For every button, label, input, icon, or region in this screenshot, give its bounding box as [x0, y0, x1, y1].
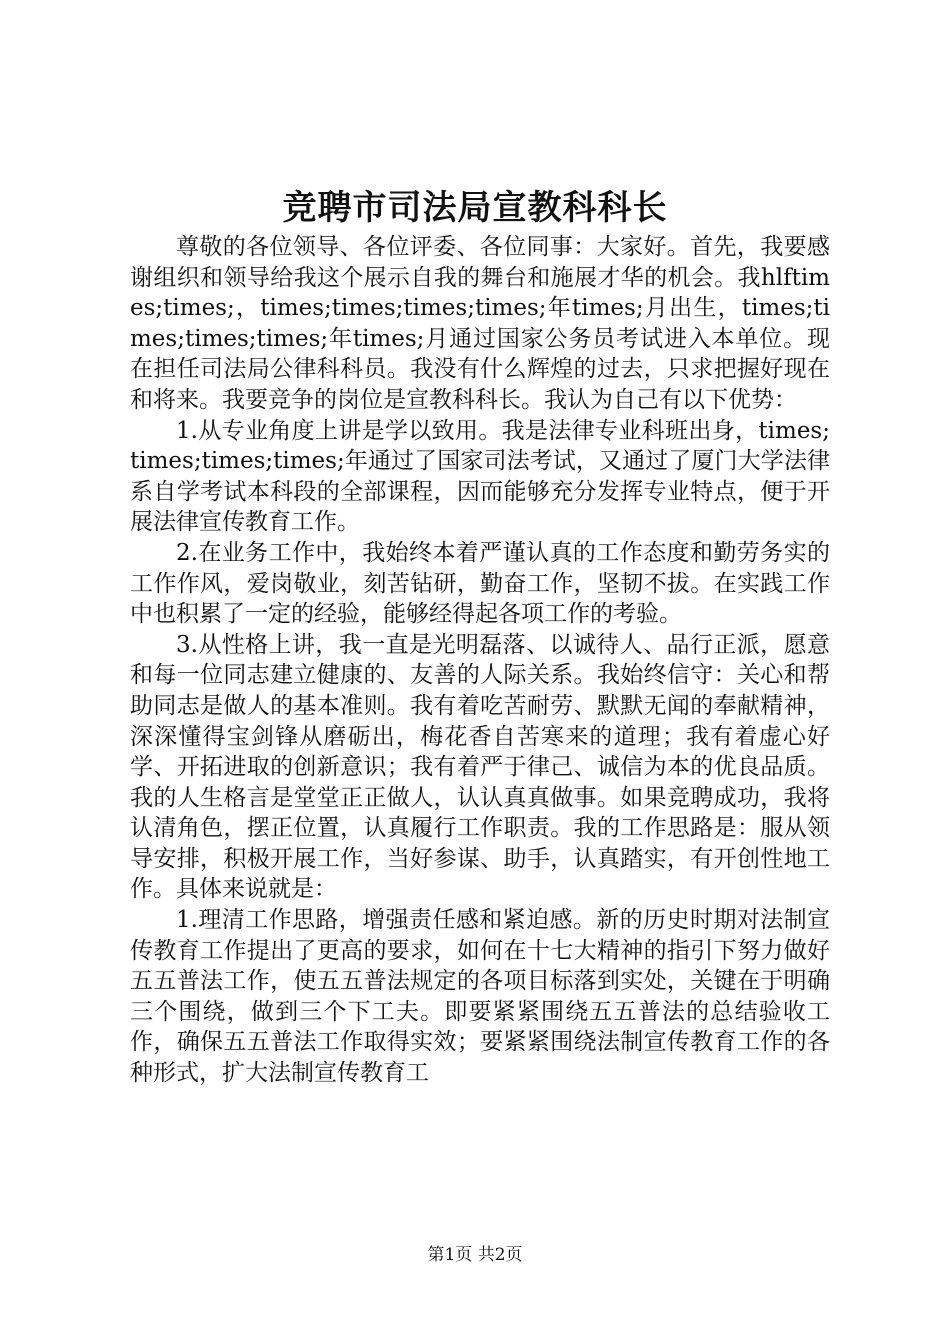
paragraph-plan-1: 1.理清工作思路，增强责任感和紧迫感。新的历史时期对法制宣传教育工作提出了更高的要求，如何在十七大精神的指引下努力做好五五普法工作，使五五普法规定的各项目标落到实处，关键在于明确三个围绕，做到三个下工夫。即要紧紧围绕五五普法的总结验收工作，确保五五普法工作取得实效；要紧紧围绕法制宣传教育工作的各种形式，扩大法制宣传教育工: [130, 907, 830, 1087]
page-number: 第1页 共2页: [427, 1245, 523, 1265]
paragraph-advantage-2: 2.在业务工作中，我始终本着严谨认真的工作态度和勤劳务实的工作作风，爱岗敬业，刻苦钻研，勤奋工作，坚韧不拔。在实践工作中也积累了一定的经验，能够经得起各项工作的考验。: [130, 539, 830, 628]
paragraph-intro: 尊敬的各位领导、各位评委、各位同事：大家好。首先，我要感谢组织和领导给我这个展示自我的舞台和施展才华的机会。我hlftimes;times;，times;times;times;times;年times;月出生，times;times;times;times;年times;月通过国家公务员考试进入本单位。现在担任司法局公律科科员。我没有什么辉煌的过去，只求把握好现在和将来。我要竞争的岗位是宣教科科长。我认为自己有以下优势：: [130, 234, 830, 413]
document-title: 竞聘市司法局宣教科科长: [282, 188, 668, 228]
document-body: [130, 232, 830, 1089]
paragraph-advantage-1: 1.从专业角度上讲是学以致用。我是法律专业科班出身，times;times;times;times;年通过了国家司法考试，又通过了厦门大学法律系自学考试本科段的全部课程，因而能够充分发挥专业特点，便于开展法律宣传教育工作。: [130, 417, 830, 536]
paragraph-advantage-3: 3.从性格上讲，我一直是光明磊落、以诚待人、品行正派，愿意和每一位同志建立健康的、友善的人际关系。我始终信守：关心和帮助同志是做人的基本准则。我有着吃苦耐劳、默默无闻的奉献精神，深深懂得宝剑锋从磨砺出，梅花香自苦寒来的道理；我有着虚心好学、开拓进取的创新意识；我有着严于律己、诚信为本的优良品质。我的人生格言是堂堂正正做人，认认真真做事。如果竞聘成功，我将认清角色，摆正位置，认真履行工作职责。我的工作思路是：服从领导安排，积极开展工作，当好参谋、助手，认真踏实，有开创性地工作。具体来说就是：: [130, 631, 830, 903]
